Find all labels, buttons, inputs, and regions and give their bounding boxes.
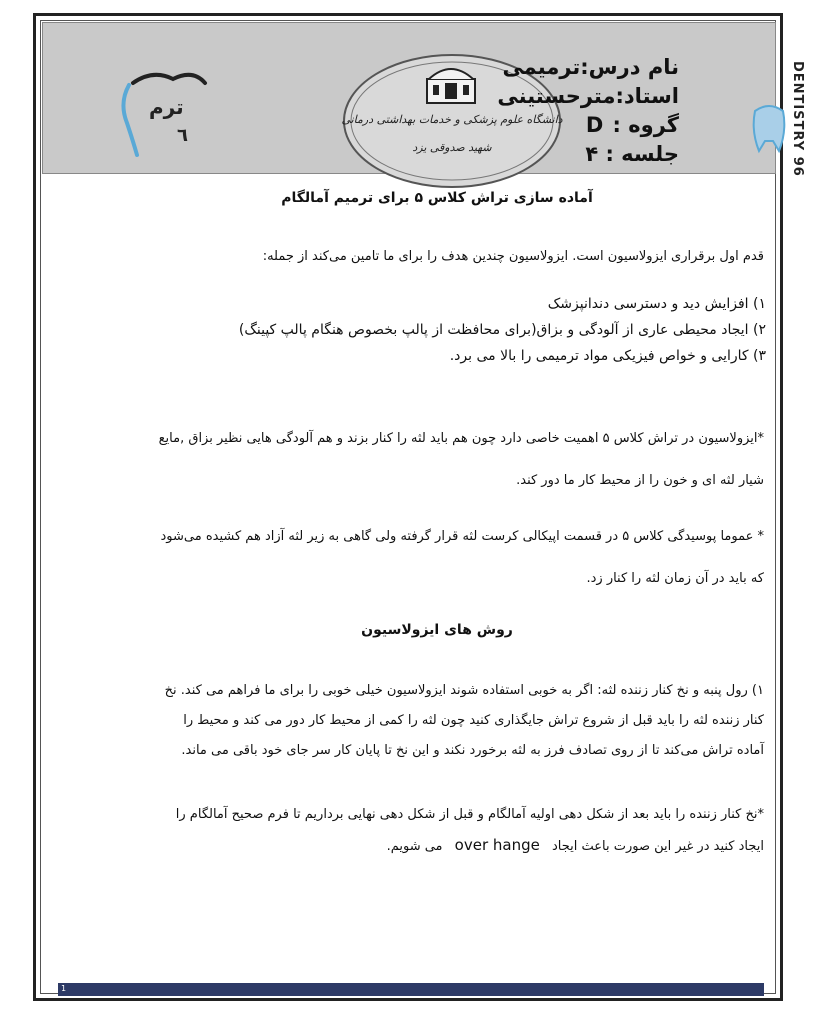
list-item: ۱) افزایش دید و دسترسی دندانپزشک <box>547 296 766 312</box>
note-paragraph: که باید در آن زمان لثه را کنار زد. <box>586 571 764 586</box>
session-label: جلسه : ۴ <box>585 142 679 166</box>
section-title: روش های ایزولاسیون <box>361 622 513 638</box>
method-paragraph: آماده تراش می‌کند تا از روی تصادف فرز به لثه برخورد نکند و این نخ تا پایان کار سر جای خود باقی می ماند. <box>181 743 764 758</box>
note-text: ایجاد کنید در غیر این صورت باعث ایجاد <box>552 839 764 854</box>
list-item: ۲) ایجاد محیطی عاری از آلودگی و بزاق(برای محافظت از پالپ بخصوص هنگام پالپ کپینگ) <box>238 322 766 338</box>
note-paragraph: *نخ کنار زننده را باید بعد از شکل دهی اولیه آمالگام و قبل از شکل دهی نهایی برداریم تا فرم صحیح آمالگام را <box>175 807 764 822</box>
term-label: ترم <box>149 95 184 119</box>
note-paragraph <box>110 830 764 862</box>
method-paragraph: ۱) رول پنبه و نخ کنار زننده لثه: اگر به خوبی استفاده شوند ایزولاسیون خیلی خوبی را برای ما فراهم می کند. نخ <box>164 683 764 698</box>
section-title: آماده سازی تراش کلاس ۵ برای ترمیم آمالگام <box>281 190 593 206</box>
method-paragraph: کنار زننده لثه را باید قبل از شروع تراش جایگذاری کنید چون لثه را کمی از محیط کار دور می کند و محیط را <box>183 713 764 728</box>
university-name: دانشگاه علوم پزشکی و خدمات بهداشتی درمانی <box>341 113 563 126</box>
dentistry-text: DENTISTRY 96 <box>790 61 805 177</box>
term-block <box>93 63 233 183</box>
goals-list <box>166 291 766 369</box>
list-item: ۳) کارایی و خواص فیزیکی مواد ترمیمی را بالا می برد. <box>449 348 766 364</box>
note-paragraph: *ایزولاسیون در تراش کلاس ۵ اهمیت خاصی دارد چون هم باید لثه را کنار بزند و هم آلودگی هایی نظیر بزاق ,مایع <box>158 431 764 446</box>
group-label: گروه : D <box>585 113 679 137</box>
instructor-name: استاد:مترحستینی <box>497 84 679 108</box>
course-info <box>449 53 679 169</box>
note-text: می شویم. <box>386 839 443 854</box>
note-paragraph: * عموما پوسیدگی کلاس ۵ در قسمت اپیکالی کرست لثه قرار گرفته ولی گاهی به زیر لثه آزاد هم کشیده می‌شود <box>160 529 764 544</box>
university-subname: شهید صدوقی یزد <box>412 141 492 154</box>
term-number: ٦ <box>177 125 188 146</box>
course-name: نام درس:ترمیمی <box>502 55 679 79</box>
header-banner <box>42 22 805 177</box>
page-number: 1 <box>61 984 67 993</box>
intro-paragraph: قدم اول برقراری ایزولاسیون است. ایزولاسیون چندین هدف را برای ما تامین می‌کند از جمله: <box>262 249 764 264</box>
footer-bar <box>58 983 764 996</box>
dentistry-logo <box>749 51 809 181</box>
english-term: over hange <box>454 836 540 854</box>
tooth-icon <box>749 101 789 161</box>
note-paragraph: شیار لثه ای و خون را از محیط کار ما دور کند. <box>516 473 764 488</box>
